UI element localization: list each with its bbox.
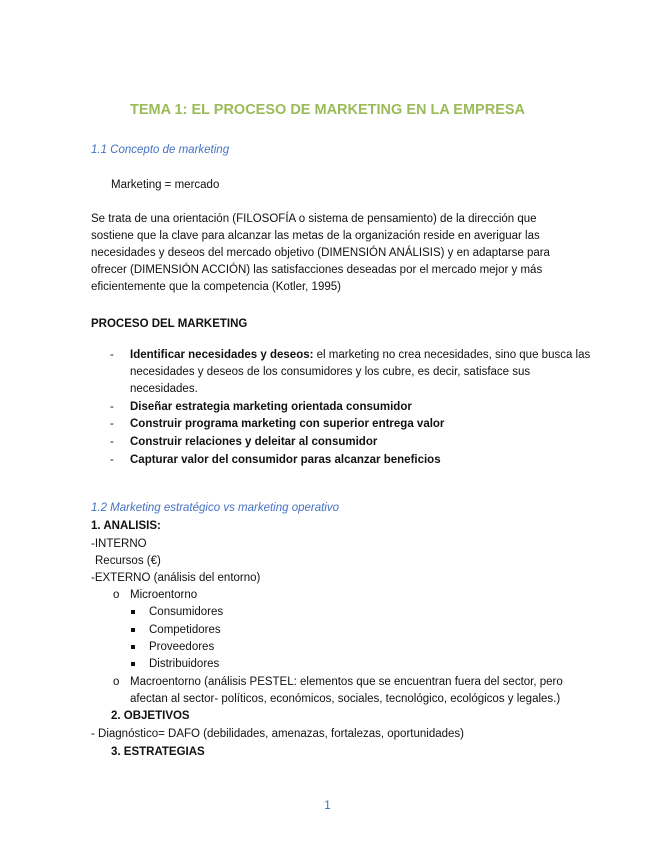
process-item-2: Diseñar estrategia marketing orientada consumidor [130, 401, 412, 413]
micro-item-competidores: Competidores [149, 624, 221, 636]
paragraph-line: Se trata de una orientación (FILOSOFÍA o sistema de pensamiento) de la dirección que [91, 213, 537, 225]
paragraph-line: sostiene que la clave para alcanzar las metas de la organización reside en averiguar las [91, 230, 540, 242]
process-item-1 [130, 347, 590, 364]
process-item-1-line3: necesidades. [130, 383, 198, 395]
estrategias-heading: 3. ESTRATEGIAS [111, 746, 205, 758]
page-title: TEMA 1: EL PROCESO DE MARKETING EN LA EMPRESA [129, 101, 526, 118]
dash-bullet: - [110, 454, 114, 466]
marketing-equation: Marketing = mercado [111, 179, 220, 191]
micro-item-proveedores: Proveedores [149, 641, 215, 653]
square-bullet [131, 662, 135, 666]
paragraph-line: ofrecer (DIMENSIÓN ACCIÓN) las satisfacciones deseadas por el mercado mejor y más [91, 264, 543, 276]
analisis-heading: 1. ANALISIS: [91, 520, 161, 532]
square-bullet [131, 610, 135, 614]
dash-bullet: - [110, 349, 114, 361]
dash-bullet: - [110, 418, 114, 430]
process-heading: PROCESO DEL MARKETING [91, 318, 248, 330]
circle-bullet: o [113, 589, 120, 601]
diagnostico-line: - Diagnóstico= DAFO (debilidades, amenazas, fortalezas, oportunidades) [91, 728, 464, 740]
interno-label: -INTERNO [91, 538, 147, 550]
recursos-label: Recursos (€) [95, 555, 161, 567]
process-item-3: Construir programa marketing con superior entrega valor [130, 418, 445, 430]
process-item-4: Construir relaciones y deleitar al consumidor [130, 436, 378, 448]
macroentorno-line1: Macroentorno (análisis PESTEL: elementos que se encuentran fuera del sector, pero [130, 676, 563, 688]
section-heading-concepto: 1.1 Concepto de marketing [91, 144, 230, 156]
micro-item-distribuidores: Distribuidores [149, 658, 220, 670]
process-item-1-line2: necesidades y deseos de los consumidores y los cubre, es decir, satisface sus [130, 366, 531, 378]
concept-paragraph [91, 211, 551, 296]
square-bullet [131, 628, 135, 632]
process-item-5: Capturar valor del consumidor paras alcanzar beneficios [130, 454, 441, 466]
square-bullet [131, 645, 135, 649]
objetivos-heading: 2. OBJETIVOS [111, 710, 190, 722]
process-item-1-bold: Identificar necesidades y deseos: [130, 349, 314, 361]
dash-bullet: - [110, 436, 114, 448]
macroentorno-line2: afectan al sector- políticos, económicos, sociales, tecnológico, ecológicos y legales.) [130, 693, 561, 705]
paragraph-line: necesidades y deseos del mercado objetivo (DIMENSIÓN ANÁLISIS) y en adaptarse para [91, 247, 550, 259]
microentorno-label: Microentorno [130, 589, 198, 601]
dash-bullet: - [110, 401, 114, 413]
circle-bullet: o [113, 676, 120, 688]
externo-label: -EXTERNO (análisis del entorno) [91, 572, 261, 584]
section-heading-estrategico: 1.2 Marketing estratégico vs marketing operativo [91, 502, 340, 514]
page-number: 1 [324, 798, 331, 812]
paragraph-line: eficientemente que la competencia (Kotler, 1995) [91, 281, 341, 293]
process-item-1-text: el marketing no crea necesidades, sino que busca las [313, 349, 591, 361]
micro-item-consumidores: Consumidores [149, 606, 224, 618]
